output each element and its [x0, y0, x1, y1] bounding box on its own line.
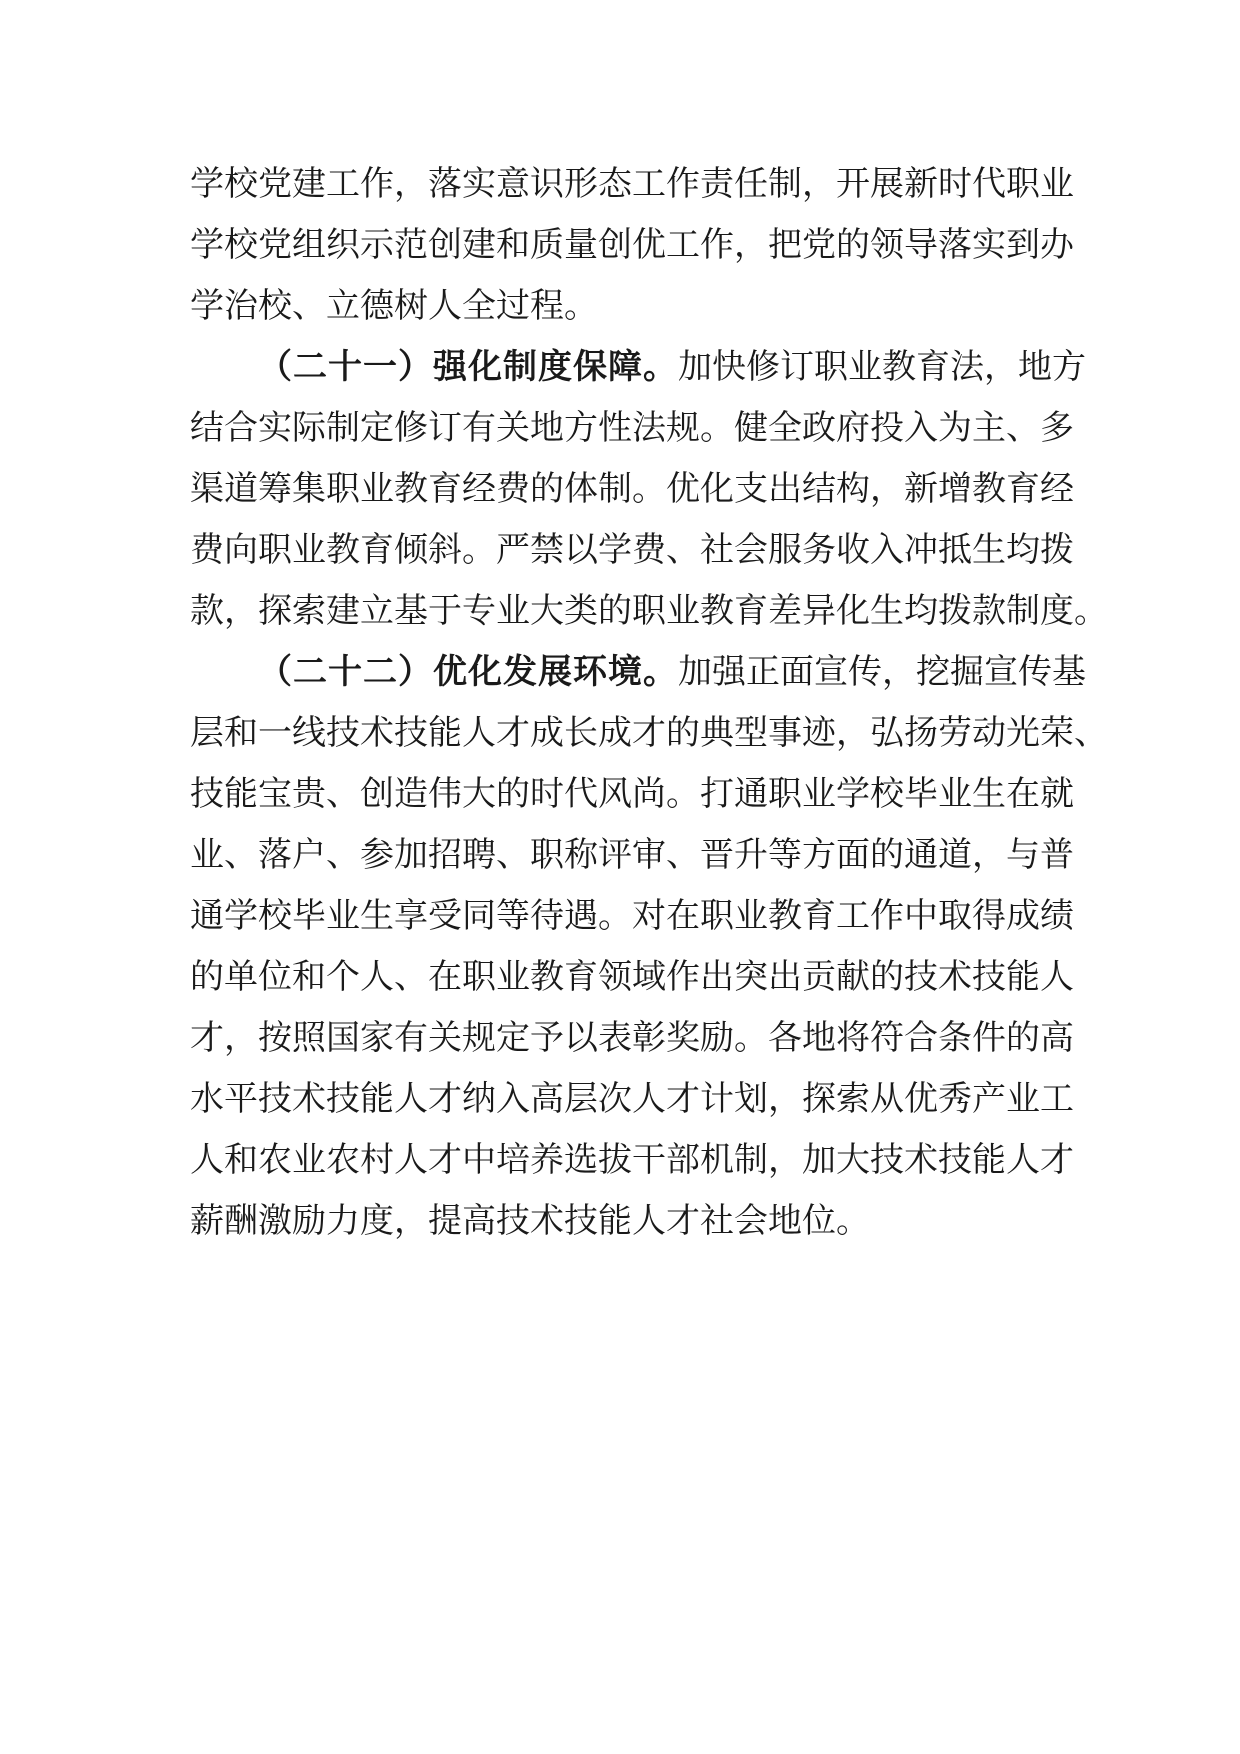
text-line: 学校党建工作，落实意识形态工作责任制，开展新时代职业 — [190, 164, 1074, 204]
text-line: 层和一线技术技能人才成长成才的典型事迹，弘扬劳动光荣、 — [190, 713, 1108, 753]
text-run: 加强正面宣传，挖掘宣传基 — [678, 652, 1086, 692]
text-line: 通学校毕业生享受同等待遇。对在职业教育工作中取得成绩 — [190, 896, 1074, 936]
text-line: 的单位和个人、在职业教育领域作出突出贡献的技术技能人 — [190, 957, 1074, 997]
section-first-line — [190, 642, 1086, 703]
text-line: 技能宝贵、创造伟大的时代风尚。打通职业学校毕业生在就 — [190, 774, 1074, 814]
section-heading: （二十二）优化发展环境。 — [258, 652, 678, 692]
text-line: 学校党组织示范创建和质量创优工作，把党的领导落实到办 — [190, 225, 1074, 265]
text-line: 学治校、立德树人全过程。 — [190, 286, 598, 326]
section-heading: （二十一）强化制度保障。 — [258, 347, 678, 387]
text-line: 人和农业农村人才中培养选拔干部机制，加大技术技能人才 — [190, 1140, 1074, 1180]
section-first-line — [190, 337, 1086, 398]
text-line: 费向职业教育倾斜。严禁以学费、社会服务收入冲抵生均拨 — [190, 530, 1074, 570]
text-line: 薪酬激励力度，提高技术技能人才社会地位。 — [190, 1201, 870, 1241]
text-run: 加快修订职业教育法，地方 — [678, 347, 1086, 387]
text-line: 结合实际制定修订有关地方性法规。健全政府投入为主、多 — [190, 408, 1074, 448]
text-line: 水平技术技能人才纳入高层次人才计划，探索从优秀产业工 — [190, 1079, 1074, 1119]
text-line: 渠道筹集职业教育经费的体制。优化支出结构，新增教育经 — [190, 469, 1074, 509]
text-line: 业、落户、参加招聘、职称评审、晋升等方面的通道，与普 — [190, 835, 1074, 875]
text-line: 才，按照国家有关规定予以表彰奖励。各地将符合条件的高 — [190, 1018, 1074, 1058]
text-line: 款，探索建立基于专业大类的职业教育差异化生均拨款制度。 — [190, 591, 1108, 631]
document-body — [190, 154, 1108, 1252]
